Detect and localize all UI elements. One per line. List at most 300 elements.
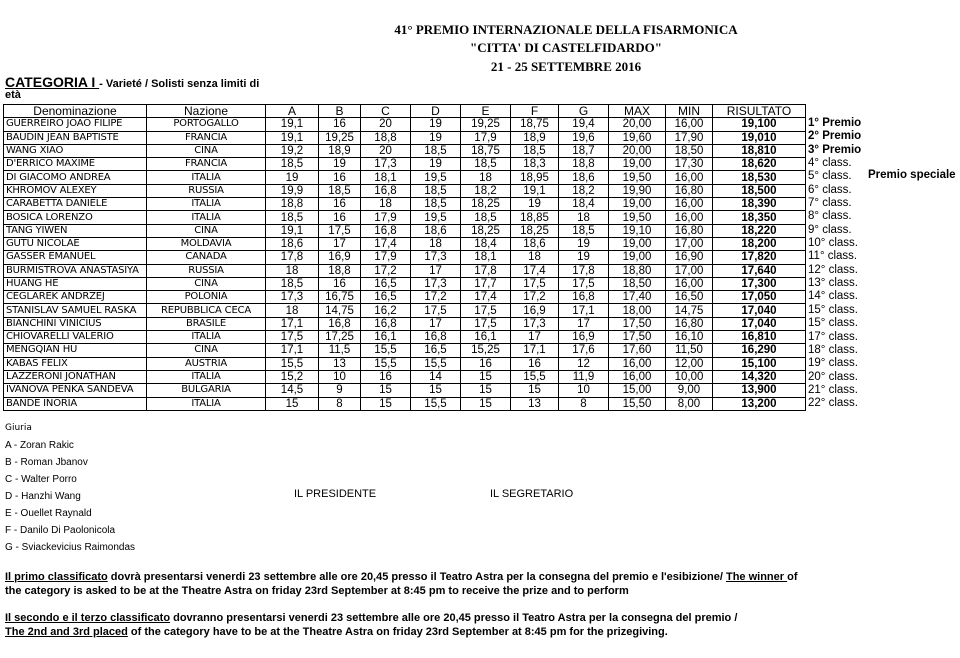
cell-score-g: 16,8 [559,291,609,304]
cell-min: 16,50 [666,291,713,304]
cell-score-e: 17,5 [461,304,511,317]
cell-max: 19,10 [609,224,666,237]
table-row [4,357,806,370]
cell-name: BOSICA LORENZO [4,211,147,224]
jury-member: F - Danilo Di Paolonicola [5,525,116,536]
cell-score-d: 17,5 [411,304,461,317]
note-second-it-text: dovranno presentarsi venerdi 23 settembre alle ore 20,45 presso il Teatro Astra per la consegna del premio / [170,612,738,624]
cell-nation: FRANCIA [147,158,266,171]
cell-score-g: 10 [559,384,609,397]
cell-score-d: 15,5 [411,357,461,370]
table-row [4,384,806,397]
cell-score-f: 13 [511,397,559,410]
cell-score-c: 17,9 [361,251,411,264]
column-header-c: C [361,105,411,118]
cell-result: 18,200 [713,237,806,250]
cell-score-c: 17,9 [361,211,411,224]
cell-max: 20,00 [609,144,666,157]
cell-result: 17,040 [713,304,806,317]
cell-score-e: 17,5 [461,317,511,330]
cell-result: 14,320 [713,370,806,383]
table-row [4,198,806,211]
results-table-body [4,118,806,411]
cell-score-e: 18,25 [461,198,511,211]
column-header-b: B [319,105,361,118]
cell-score-e: 18,4 [461,237,511,250]
note-winner-it-text: dovrà presentarsi venerdi 23 settembre alle ore 20,45 presso il Teatro Astra per la consegna del premio e l'esibizione/ [107,571,726,583]
president-signature-label: IL PRESIDENTE [294,488,377,500]
cell-score-c: 16,8 [361,224,411,237]
cell-result: 16,810 [713,331,806,344]
cell-score-c: 20 [361,118,411,131]
table-row [4,264,806,277]
cell-nation: CINA [147,344,266,357]
cell-score-e: 18 [461,171,511,184]
cell-score-b: 18,8 [319,264,361,277]
cell-score-e: 15,25 [461,344,511,357]
cell-min: 11,50 [666,344,713,357]
cell-score-d: 17,2 [411,291,461,304]
cell-score-a: 19,2 [266,144,319,157]
cell-score-b: 14,75 [319,304,361,317]
note-second-third [5,611,805,639]
results-table [3,104,806,411]
column-header-denominazione: Denominazione [4,105,147,118]
cell-min: 16,00 [666,211,713,224]
cell-score-f: 16,9 [511,304,559,317]
cell-score-g: 17,6 [559,344,609,357]
cell-name: GUERREIRO JOAO FILIPE [4,118,147,131]
table-row [4,224,806,237]
cell-score-d: 15 [411,384,461,397]
cell-nation: CINA [147,277,266,290]
cell-score-a: 19,1 [266,224,319,237]
cell-nation: RUSSIA [147,264,266,277]
column-header-max: MAX [609,105,666,118]
cell-score-a: 18,5 [266,211,319,224]
cell-score-e: 16,1 [461,331,511,344]
cell-nation: REPUBBLICA CECA [147,304,266,317]
cell-score-g: 17,8 [559,264,609,277]
cell-name: WANG XIAO [4,144,147,157]
cell-min: 10,00 [666,370,713,383]
column-header-risultato: RISULTATO [713,105,806,118]
cell-score-g: 19 [559,251,609,264]
cell-score-e: 16 [461,357,511,370]
cell-max: 19,00 [609,237,666,250]
cell-score-d: 19,5 [411,171,461,184]
placement-label: 15° class. [808,317,858,330]
cell-score-e: 18,5 [461,211,511,224]
cell-score-a: 17,5 [266,331,319,344]
cell-score-c: 16,2 [361,304,411,317]
table-row [4,171,806,184]
cell-score-d: 19 [411,118,461,131]
note-winner-it-heading: Il primo classificato [5,571,108,583]
cell-min: 16,80 [666,184,713,197]
cell-score-f: 15 [511,384,559,397]
table-row [4,131,806,144]
cell-score-e: 17,9 [461,131,511,144]
cell-score-a: 18,6 [266,237,319,250]
cell-score-a: 15 [266,397,319,410]
cell-score-d: 18,6 [411,224,461,237]
cell-score-d: 18,5 [411,198,461,211]
cell-score-e: 17,8 [461,264,511,277]
placement-label: 12° class. [808,263,858,276]
jury-list [5,437,135,556]
cell-min: 16,00 [666,118,713,131]
cell-score-b: 9 [319,384,361,397]
table-row [4,158,806,171]
category-subtitle: - Varieté / Solisti senza limiti di [99,78,260,90]
column-header-f: F [511,105,559,118]
cell-score-b: 16 [319,118,361,131]
cell-score-d: 18,5 [411,144,461,157]
placement-label: 19° class. [808,357,858,370]
cell-score-f: 18,9 [511,131,559,144]
cell-min: 12,00 [666,357,713,370]
table-row [4,344,806,357]
cell-name: D'ERRICO MAXIME [4,158,147,171]
placement-label: 11° class. [808,250,858,263]
cell-name: KABAS FELIX [4,357,147,370]
cell-score-d: 14 [411,370,461,383]
cell-min: 17,30 [666,158,713,171]
cell-max: 19,00 [609,198,666,211]
cell-nation: FRANCIA [147,131,266,144]
cell-score-c: 16,5 [361,291,411,304]
placement-label: 8° class. [808,210,852,223]
cell-max: 19,60 [609,131,666,144]
cell-score-c: 17,3 [361,158,411,171]
cell-min: 17,00 [666,264,713,277]
placement-label: 18° class. [808,343,858,356]
table-row [4,370,806,383]
cell-score-e: 18,1 [461,251,511,264]
cell-score-d: 17 [411,264,461,277]
placement-label: 9° class. [808,223,852,236]
column-header-g: G [559,105,609,118]
table-row [4,211,806,224]
cell-score-a: 18,5 [266,277,319,290]
cell-min: 9,00 [666,384,713,397]
cell-score-g: 18,5 [559,224,609,237]
cell-name: BAUDIN JEAN BAPTISTE [4,131,147,144]
cell-score-f: 18,5 [511,144,559,157]
cell-min: 16,00 [666,198,713,211]
cell-nation: ITALIA [147,397,266,410]
cell-max: 16,00 [609,370,666,383]
cell-score-c: 18,1 [361,171,411,184]
cell-score-a: 18 [266,304,319,317]
cell-score-g: 18,8 [559,158,609,171]
cell-score-f: 16 [511,357,559,370]
column-header-nazione: Nazione [147,105,266,118]
cell-score-e: 18,75 [461,144,511,157]
cell-nation: BULGARIA [147,384,266,397]
jury-member: A - Zoran Rakic [5,440,74,451]
cell-score-b: 10 [319,370,361,383]
cell-name: IVANOVA PENKA SANDEVA [4,384,147,397]
placement-label: 4° class. [808,157,852,170]
table-row [4,144,806,157]
cell-min: 16,80 [666,224,713,237]
cell-name: HUANG HE [4,277,147,290]
category-heading [5,74,259,90]
cell-max: 20,00 [609,118,666,131]
cell-score-d: 16,8 [411,331,461,344]
placement-label: 21° class. [808,383,858,396]
cell-score-g: 16,9 [559,331,609,344]
cell-name: KHROMOV ALEXEY [4,184,147,197]
cell-name: BIANCHINI VINICIUS [4,317,147,330]
cell-score-b: 16,75 [319,291,361,304]
cell-score-b: 18,5 [319,184,361,197]
cell-max: 17,60 [609,344,666,357]
cell-score-g: 17,1 [559,304,609,317]
cell-result: 13,900 [713,384,806,397]
placement-label: 1° Premio [808,117,862,129]
table-header-row [4,105,806,118]
cell-max: 17,50 [609,317,666,330]
event-title: 41° PREMIO INTERNAZIONALE DELLA FISARMONICA [394,22,738,37]
cell-max: 17,50 [609,331,666,344]
cell-score-b: 16 [319,198,361,211]
cell-score-g: 18,6 [559,171,609,184]
cell-score-f: 18,25 [511,224,559,237]
cell-max: 19,00 [609,158,666,171]
cell-score-f: 15,5 [511,370,559,383]
table-row [4,277,806,290]
cell-max: 19,50 [609,211,666,224]
cell-nation: CANADA [147,251,266,264]
cell-result: 17,820 [713,251,806,264]
cell-score-b: 16,8 [319,317,361,330]
cell-score-g: 17,5 [559,277,609,290]
cell-max: 15,50 [609,397,666,410]
cell-score-b: 16 [319,277,361,290]
table-row [4,237,806,250]
cell-result: 19,100 [713,118,806,131]
cell-score-e: 15 [461,384,511,397]
cell-score-f: 18,75 [511,118,559,131]
cell-score-g: 19,6 [559,131,609,144]
cell-score-f: 17,2 [511,291,559,304]
cell-score-c: 15,5 [361,357,411,370]
cell-score-b: 16 [319,211,361,224]
cell-result: 13,200 [713,397,806,410]
cell-min: 18,50 [666,144,713,157]
cell-max: 18,50 [609,277,666,290]
cell-max: 19,50 [609,171,666,184]
cell-score-a: 15,2 [266,370,319,383]
column-header-e: E [461,105,511,118]
jury-member: D - Hanzhi Wang [5,491,81,502]
table-row [4,304,806,317]
cell-min: 16,10 [666,331,713,344]
cell-score-f: 17 [511,331,559,344]
cell-name: CEGLAREK ANDRZEJ [4,291,147,304]
cell-name: LAZZERONI JONATHAN [4,370,147,383]
cell-score-a: 19,1 [266,131,319,144]
cell-max: 18,00 [609,304,666,317]
cell-score-b: 19,25 [319,131,361,144]
cell-max: 18,80 [609,264,666,277]
cell-name: TANG YIWEN [4,224,147,237]
cell-result: 18,530 [713,171,806,184]
table-row [4,251,806,264]
cell-result: 15,100 [713,357,806,370]
cell-score-a: 15,5 [266,357,319,370]
cell-score-d: 19 [411,158,461,171]
table-row [4,331,806,344]
cell-score-a: 19,1 [266,118,319,131]
cell-score-c: 17,4 [361,237,411,250]
cell-nation: ITALIA [147,198,266,211]
cell-score-e: 15 [461,397,511,410]
cell-nation: POLONIA [147,291,266,304]
cell-nation: BRASILE [147,317,266,330]
cell-score-b: 13 [319,357,361,370]
cell-score-e: 18,5 [461,158,511,171]
placement-label: 17° class. [808,330,858,343]
note-second-en-heading: The 2nd and 3rd placed [5,626,128,638]
cell-score-f: 17,5 [511,277,559,290]
cell-min: 16,90 [666,251,713,264]
cell-max: 17,40 [609,291,666,304]
cell-score-d: 17,3 [411,277,461,290]
cell-score-c: 16 [361,370,411,383]
cell-score-e: 18,2 [461,184,511,197]
cell-name: STANISLAV SAMUEL RASKA [4,304,147,317]
column-header-min: MIN [666,105,713,118]
cell-result: 18,810 [713,144,806,157]
cell-score-a: 17,1 [266,317,319,330]
jury-title: Giuria [5,423,32,433]
cell-nation: ITALIA [147,370,266,383]
cell-score-b: 11,5 [319,344,361,357]
cell-score-c: 17,2 [361,264,411,277]
cell-score-d: 17,3 [411,251,461,264]
cell-score-b: 17,5 [319,224,361,237]
secretary-signature-label: IL SEGRETARIO [490,488,574,500]
cell-nation: ITALIA [147,171,266,184]
event-dates: 21 - 25 SETTEMBRE 2016 [490,59,642,74]
cell-score-b: 18,9 [319,144,361,157]
cell-score-c: 18,8 [361,131,411,144]
cell-score-g: 19 [559,237,609,250]
cell-min: 17,90 [666,131,713,144]
table-row [4,317,806,330]
placement-label: 13° class. [808,277,858,290]
cell-score-c: 16,1 [361,331,411,344]
cell-nation: ITALIA [147,211,266,224]
cell-score-a: 17,3 [266,291,319,304]
cell-score-f: 18,95 [511,171,559,184]
cell-max: 19,00 [609,251,666,264]
cell-score-a: 18 [266,264,319,277]
placement-label: 2° Premio [808,130,862,143]
note-winner-en-text: of the category is asked to be at the Theatre Astra on friday 23rd September at 8:45 pm to receive the prize and to perform [5,571,798,597]
cell-result: 18,390 [713,198,806,211]
cell-result: 17,300 [713,277,806,290]
jury-member: G - Sviackevicius Raimondas [5,542,136,553]
cell-score-c: 18 [361,198,411,211]
cell-score-b: 16,9 [319,251,361,264]
cell-min: 17,00 [666,237,713,250]
cell-name: GASSER EMANUEL [4,251,147,264]
cell-name: CARABETTA DANIELE [4,198,147,211]
cell-score-d: 15,5 [411,397,461,410]
cell-score-f: 18,85 [511,211,559,224]
placement-label: 3° Premio [808,143,862,156]
cell-min: 16,00 [666,171,713,184]
cell-score-f: 17,1 [511,344,559,357]
cell-score-b: 17 [319,237,361,250]
jury-member: C - Walter Porro [5,474,77,485]
cell-nation: ITALIA [147,331,266,344]
cell-score-b: 16 [319,171,361,184]
cell-name: DI GIACOMO ANDREA [4,171,147,184]
cell-score-c: 16,8 [361,184,411,197]
cell-min: 16,80 [666,317,713,330]
cell-score-d: 18,5 [411,184,461,197]
cell-nation: CINA [147,144,266,157]
table-row [4,184,806,197]
cell-score-f: 18,6 [511,237,559,250]
cell-score-g: 8 [559,397,609,410]
cell-result: 17,040 [713,317,806,330]
cell-score-c: 15 [361,384,411,397]
cell-score-d: 17 [411,317,461,330]
cell-score-b: 17,25 [319,331,361,344]
cell-score-g: 18,4 [559,198,609,211]
cell-score-e: 19,25 [461,118,511,131]
cell-name: BURMISTROVA ANASTASIYA [4,264,147,277]
cell-result: 18,220 [713,224,806,237]
cell-max: 16,00 [609,357,666,370]
cell-min: 16,00 [666,277,713,290]
cell-score-f: 18 [511,251,559,264]
cell-score-b: 8 [319,397,361,410]
table-row [4,118,806,131]
cell-score-g: 18 [559,211,609,224]
cell-score-c: 15,5 [361,344,411,357]
event-subtitle: "CITTA' DI CASTELFIDARDO" [470,40,662,55]
category-subtitle-cont: età [5,89,21,101]
cell-score-c: 16,8 [361,317,411,330]
placement-label: 15° class. [808,303,858,316]
cell-name: CHIOVARELLI VALERIO [4,331,147,344]
placement-label: 7° class. [808,197,852,210]
cell-score-g: 18,7 [559,144,609,157]
placement-column [808,117,861,411]
cell-max: 15,00 [609,384,666,397]
cell-nation: MOLDAVIA [147,237,266,250]
cell-nation: PORTOGALLO [147,118,266,131]
jury-member: E - Ouellet Raynald [5,508,92,519]
cell-result: 18,620 [713,158,806,171]
cell-score-e: 17,4 [461,291,511,304]
placement-label: 20° class. [808,370,858,383]
cell-score-g: 17 [559,317,609,330]
cell-score-c: 15 [361,397,411,410]
cell-score-a: 18,8 [266,198,319,211]
cell-name: GUTU NICOLAE [4,237,147,250]
cell-score-f: 17,4 [511,264,559,277]
cell-nation: AUSTRIA [147,357,266,370]
